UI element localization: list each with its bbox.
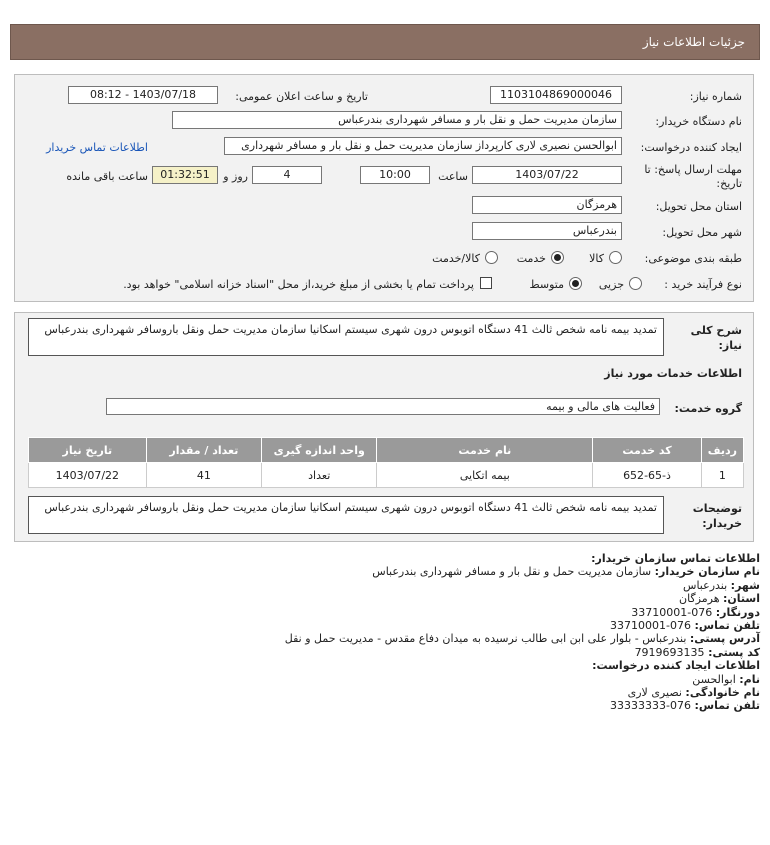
contact-city-label: شهر: bbox=[730, 578, 760, 592]
col-need-date: تاریخ نیاز bbox=[29, 438, 147, 463]
cell-service-name: بیمه اتکایی bbox=[377, 463, 593, 488]
process-radio-minor[interactable] bbox=[629, 277, 642, 290]
contact-phone: 076-33710001 bbox=[610, 618, 692, 632]
deadline-label: مهلت ارسال پاسخ: تا bbox=[644, 163, 742, 176]
category-option-goods: کالا bbox=[589, 252, 604, 265]
creator-family: نصیری لاری bbox=[627, 685, 682, 699]
deadline-date-field: 1403/07/22 bbox=[472, 166, 622, 184]
services-heading: اطلاعات خدمات مورد نیاز bbox=[604, 367, 742, 380]
city-field: بندرعباس bbox=[472, 222, 622, 240]
deadline-time-field: 10:00 bbox=[360, 166, 430, 184]
province-label: استان محل تحویل: bbox=[655, 200, 742, 213]
process-option-medium: متوسط bbox=[529, 278, 564, 291]
city-label: شهر محل تحویل: bbox=[662, 226, 742, 239]
deadline-time-label: ساعت bbox=[438, 170, 468, 183]
summary-label-2: نیاز: bbox=[718, 339, 742, 352]
buyer-notes-label-2: خریدار: bbox=[702, 517, 742, 530]
need-number-label: شماره نیاز: bbox=[689, 90, 742, 103]
contact-city: بندرعباس bbox=[683, 578, 728, 592]
category-label: طبقه بندی موضوعی: bbox=[644, 252, 742, 265]
requester-field: ابوالحسن نصیری لاری کارپرداز سازمان مدیریت حمل و نقل بار و مسافر شهرداری bbox=[224, 137, 622, 155]
category-radio-goods-service[interactable] bbox=[485, 251, 498, 264]
cell-quantity: 41 bbox=[146, 463, 261, 488]
contact-province: هرمزگان bbox=[679, 592, 720, 606]
category-radio-service[interactable] bbox=[551, 251, 564, 264]
contact-address: بندرعباس - بلوار علی ابن ابی طالب نرسیده به میدان دفاع مقدس - مدیریت حمل و نقل bbox=[284, 632, 687, 646]
creator-heading: اطلاعات ایجاد کننده درخواست: bbox=[592, 659, 760, 673]
summary-label: شرح کلی bbox=[690, 324, 742, 337]
contact-phone-label: تلفن تماس: bbox=[694, 618, 760, 632]
table-header-row bbox=[29, 438, 744, 463]
contact-province-label: استان: bbox=[723, 592, 760, 606]
contact-address-label: آدرس پستی: bbox=[689, 632, 760, 646]
col-unit: واحد اندازه گیری bbox=[262, 438, 377, 463]
contact-fax: 076-33710001 bbox=[631, 605, 713, 619]
buyer-notes-label: توضیحات bbox=[692, 502, 742, 515]
buyer-field: سازمان مدیریت حمل و نقل بار و مسافر شهرداری بندرعباس bbox=[172, 111, 622, 129]
cell-row-number: 1 bbox=[701, 463, 743, 488]
province-field: هرمزگان bbox=[472, 196, 622, 214]
contact-info bbox=[15, 552, 760, 713]
deadline-label-2: تاریخ: bbox=[716, 177, 742, 190]
service-group-field: فعالیت های مالی و بیمه bbox=[106, 398, 660, 415]
process-option-minor: جزیی bbox=[598, 278, 624, 291]
process-label: نوع فرآیند خرید : bbox=[664, 278, 742, 291]
announce-label: تاریخ و ساعت اعلان عمومی: bbox=[235, 90, 368, 103]
creator-phone-label: تلفن تماس: bbox=[694, 699, 760, 713]
creator-phone: 076-33333333 bbox=[610, 699, 692, 713]
services-table bbox=[28, 437, 744, 488]
buyer-notes-text: تمدید بیمه نامه شخص ثالث 41 دستگاه اتوبوس درون شهری سیستم اسکانیا سازمان مدیریت حمل ونقل باروسافر شهرداری بندرعباس bbox=[28, 496, 664, 534]
treasury-payment-checkbox[interactable] bbox=[480, 277, 492, 289]
creator-family-label: نام خانوادگی: bbox=[685, 685, 760, 699]
col-quantity: تعداد / مقدار bbox=[146, 438, 261, 463]
contact-postal-label: کد پستی: bbox=[708, 645, 760, 659]
requester-label: ایجاد کننده درخواست: bbox=[640, 141, 742, 154]
announce-field: 1403/07/18 - 08:12 bbox=[68, 86, 218, 104]
buyer-label: نام دستگاه خریدار: bbox=[655, 115, 742, 128]
col-row-number: ردیف bbox=[701, 438, 743, 463]
contact-fax-label: دورنگار: bbox=[715, 605, 760, 619]
process-radio-medium[interactable] bbox=[569, 277, 582, 290]
creator-name-label: نام: bbox=[739, 672, 760, 686]
contact-postal: 7919693135 bbox=[634, 645, 705, 659]
page-title: جزئیات اطلاعات نیاز bbox=[642, 35, 745, 49]
table-row bbox=[29, 463, 744, 488]
category-radio-goods[interactable] bbox=[609, 251, 622, 264]
remaining-time-field: 01:32:51 bbox=[152, 166, 218, 184]
need-number-field: 1103104869000046 bbox=[490, 86, 622, 104]
cell-service-code: ذ-65-652 bbox=[593, 463, 702, 488]
page-title-bar bbox=[10, 24, 760, 60]
days-field: 4 bbox=[252, 166, 322, 184]
summary-text: تمدید بیمه نامه شخص ثالث 41 دستگاه اتوبوس درون شهری سیستم اسکانیا سازمان مدیریت حمل ونقل باروسافر شهرداری بندرعباس bbox=[28, 318, 664, 356]
cell-unit: تعداد bbox=[262, 463, 377, 488]
category-option-service: خدمت bbox=[516, 252, 546, 265]
cell-need-date: 1403/07/22 bbox=[29, 463, 147, 488]
treasury-payment-note: پرداخت تمام یا بخشی از مبلغ خرید،از محل "اسناد خزانه اسلامی" خواهد بود. bbox=[123, 278, 474, 291]
category-option-goods-service: کالا/خدمت bbox=[432, 252, 480, 265]
need-info-panel bbox=[14, 74, 754, 302]
buyer-contact-link[interactable]: اطلاعات تماس خریدار bbox=[46, 141, 148, 154]
remaining-label: ساعت باقی مانده bbox=[66, 170, 148, 183]
creator-name: ابوالحسن bbox=[692, 672, 736, 686]
contact-org-label: نام سازمان خریدار: bbox=[654, 565, 760, 579]
contact-heading: اطلاعات تماس سازمان خریدار: bbox=[591, 552, 760, 565]
col-service-code: کد خدمت bbox=[593, 438, 702, 463]
days-label: روز و bbox=[223, 170, 248, 183]
col-service-name: نام خدمت bbox=[377, 438, 593, 463]
contact-org: سازمان مدیریت حمل و نقل بار و مسافر شهرداری بندرعباس bbox=[372, 565, 652, 579]
service-group-label: گروه خدمت: bbox=[674, 402, 742, 415]
